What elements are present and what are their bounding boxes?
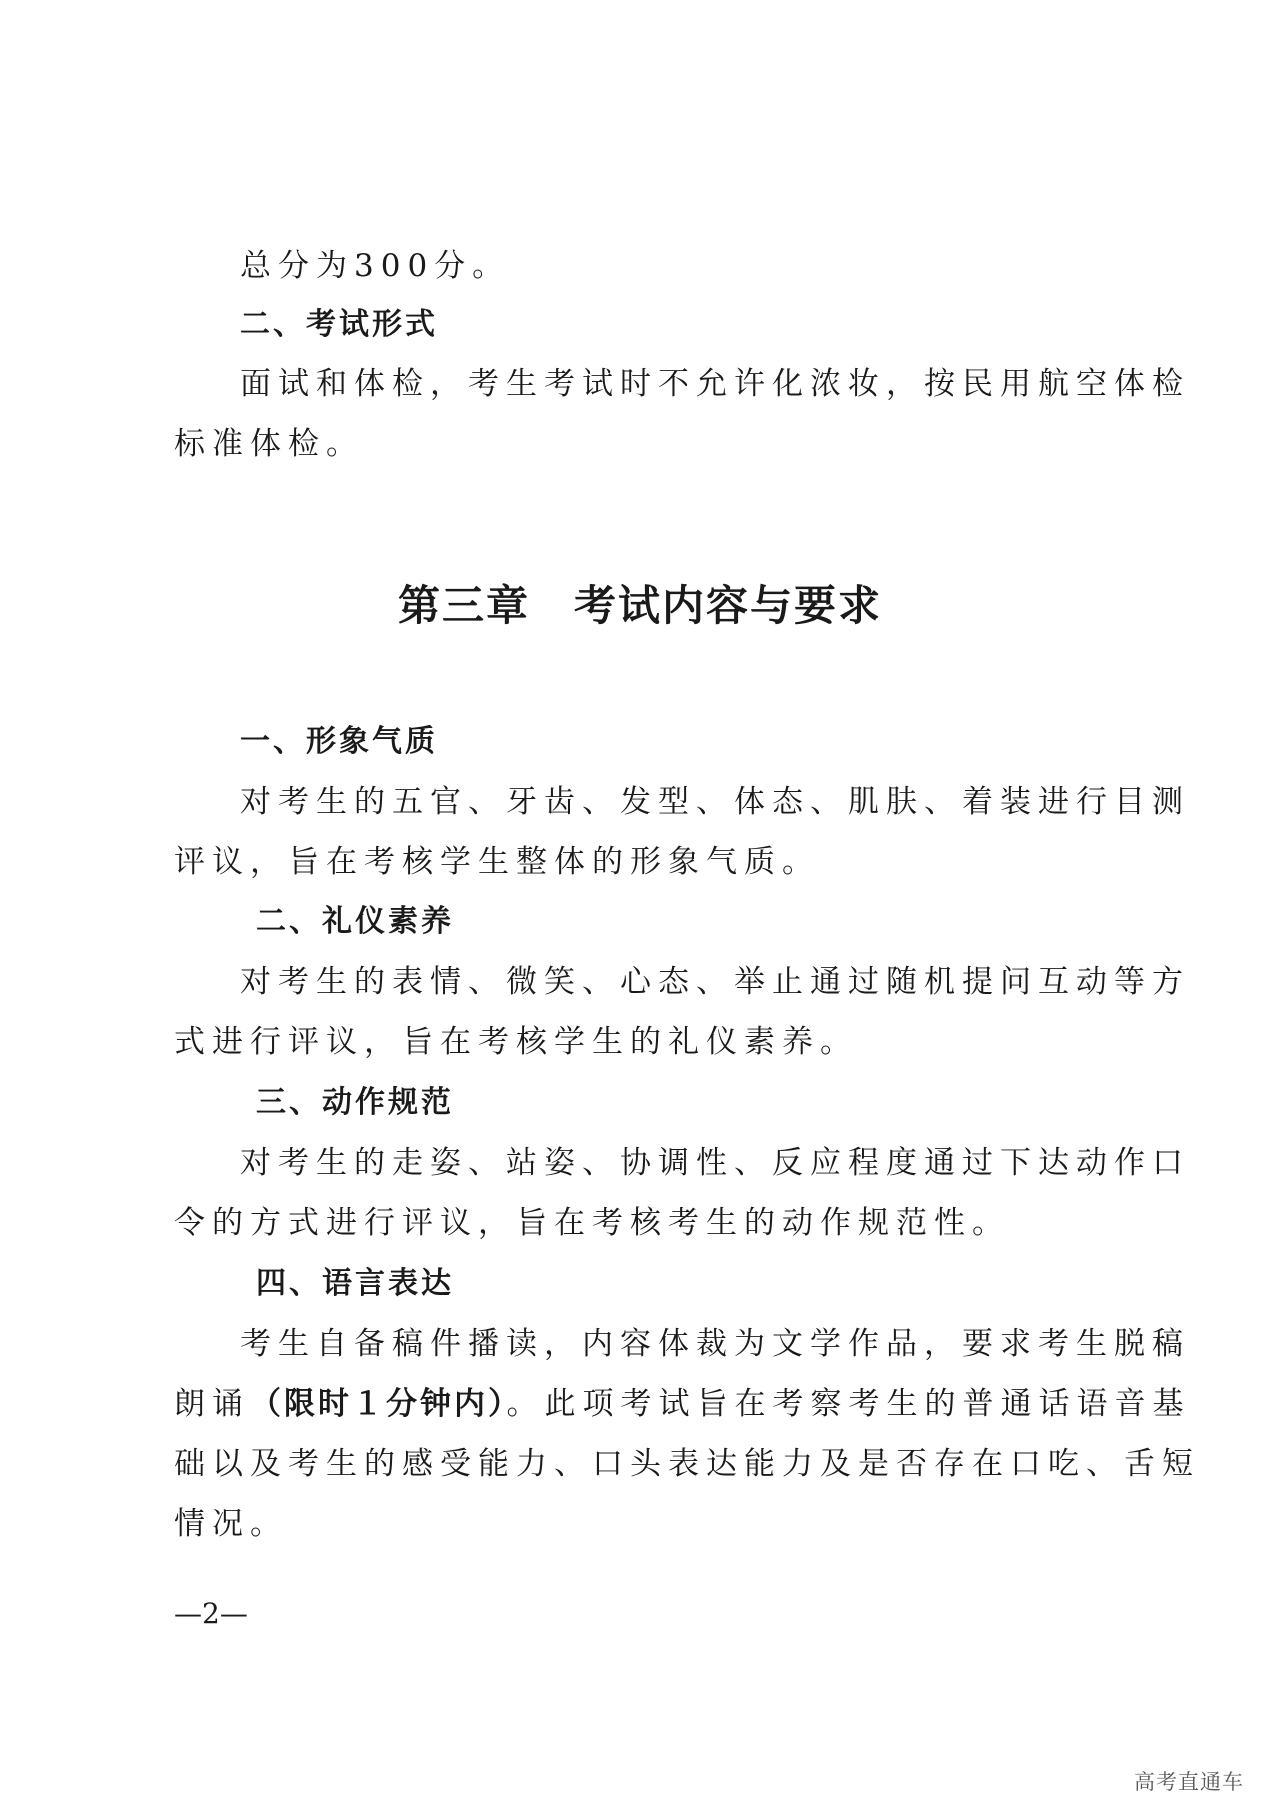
- watermark-text: 高考直通车: [1134, 1770, 1244, 1794]
- paragraph-line: 标准体检。: [174, 426, 364, 462]
- item-heading-image: 一、形象气质: [240, 724, 438, 759]
- time-limit-note: （限时１分钟内）: [250, 1386, 507, 1422]
- text-segment: 朗诵: [174, 1386, 250, 1422]
- paragraph-line: 评议，旨在考核学生整体的形象气质。: [174, 844, 820, 880]
- paragraph-line-with-time-limit: [174, 1384, 1191, 1424]
- section-heading-exam-format: 二、考试形式: [240, 307, 438, 342]
- text-segment: 。此项考试旨在考察考生的普通话语音基: [506, 1386, 1191, 1422]
- paragraph-line: 考生自备稿件播读，内容体裁为文学作品，要求考生脱稿: [240, 1326, 1190, 1362]
- page-number: —2—: [174, 1597, 248, 1630]
- paragraph-line: 对考生的五官、牙齿、发型、体态、肌肤、着装进行目测: [240, 784, 1190, 820]
- paragraph-line: 令的方式进行评议，旨在考核考生的动作规范性。: [174, 1205, 1010, 1241]
- paragraph-line: 础以及考生的感受能力、口头表达能力及是否存在口吃、舌短: [174, 1446, 1200, 1482]
- paragraph-line: 对考生的表情、微笑、心态、举止通过随机提问互动等方: [240, 964, 1190, 1000]
- paragraph-line: 面试和体检，考生考试时不允许化浓妆，按民用航空体检: [240, 366, 1190, 402]
- item-heading-etiquette: 二、礼仪素养: [256, 904, 454, 939]
- item-heading-language: 四、语言表达: [256, 1266, 454, 1301]
- chapter-title: 第三章 考试内容与要求: [397, 581, 882, 630]
- item-heading-movement: 三、动作规范: [256, 1085, 454, 1120]
- total-score-text: 总分为300分。: [240, 248, 511, 284]
- paragraph-line: 情况。: [174, 1506, 288, 1542]
- paragraph-line: 对考生的走姿、站姿、协调性、反应程度通过下达动作口: [240, 1145, 1190, 1181]
- paragraph-line: 式进行评议，旨在考核学生的礼仪素养。: [174, 1024, 858, 1060]
